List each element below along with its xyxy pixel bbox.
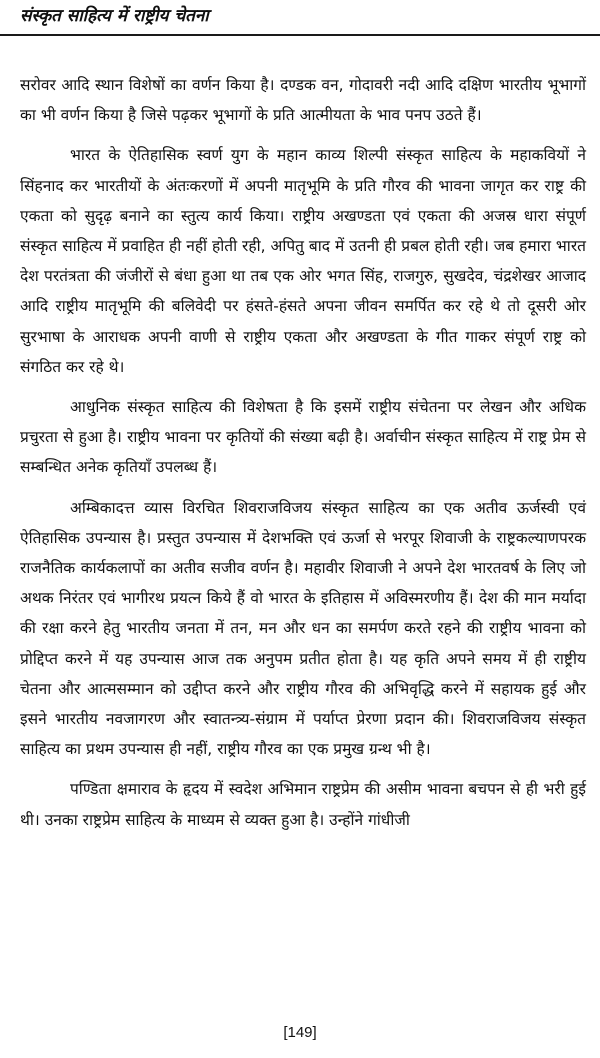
header-rule [0, 34, 600, 36]
paragraph-5: पण्डिता क्षमाराव के हृदय में स्वदेश अभिमान राष्ट्रप्रेम की असीम भावना बचपन से ही भरी हुई थी। उनका राष्ट्रप्रेम साहित्य के माध्यम से व्यक्त हुआ है। उन्होंने गांधीजी [20, 780, 586, 829]
body-text [20, 70, 586, 845]
paragraph-4: अम्बिकादत्त व्यास विरचित शिवराजविजय संस्कृत साहित्य का एक अतीव ऊर्जस्वी एवं ऐतिहासिक उपन्यास है। प्रस्तुत उपन्यास में देशभक्ति एवं ऊर्जा से भरपूर शिवाजी के राष्ट्रकल्याणपरक राजनैतिक कार्यकलापों का अतीव सजीव वर्णन है। महावीर शिवाजी ने अपने देश भारतवर्ष के लिए जो अथक निरंतर एवं भागीरथ प्रयत्न किये हैं वो भारत के इतिहास में अविस्मरणीय हैं। देश की मान मर्यादा की रक्षा करने हेतु भारतीय जनता में तन, मन और धन का समर्पण करते रहने की राष्ट्रीय भावना को प्रोद्दिप्त करने में यह उपन्यास आज तक अनुपम प्रतीत होता है। यह कृति अपने समय में ही राष्ट्रीय चेतना और आत्मसम्मान को उद्दीप्त करने और राष्ट्रीय गौरव की अभिवृद्धि करने में सहायक हुई और इसने भारतीय नवजागरण और स्वातन्त्र्य-संग्राम में पर्याप्त प्रेरणा प्रदान की। शिवराजविजय संस्कृत साहित्य का प्रथम उपन्यास ही नहीं, राष्ट्रीय गौरव का एक प्रमुख ग्रन्थ भी है। [20, 498, 586, 759]
running-title: संस्कृत साहित्य में राष्ट्रीय चेतना [20, 6, 209, 26]
paragraph-1: सरोवर आदि स्थान विशेषों का वर्णन किया है। दण्डक वन, गोदावरी नदी आदि दक्षिण भारतीय भूभागों का भी वर्णन किया है जिसे पढ़कर भूभागों के प्रति आत्मीयता के भाव पनप उठते हैं। [20, 76, 586, 125]
paragraph-3: आधुनिक संस्कृत साहित्य की विशेषता है कि इसमें राष्ट्रीय संचेतना पर लेखन और अधिक प्रचुरता से हुआ है। राष्ट्रीय भावना पर कृतियों की संख्या बढ़ी है। अर्वाचीन संस्कृत साहित्य में राष्ट्र प्रेम से सम्बन्धित अनेक कृतियाँ उपलब्ध हैं। [20, 398, 586, 477]
page-number: [149] [283, 1024, 317, 1041]
paragraph-2: भारत के ऐतिहासिक स्वर्ण युग के महान काव्य शिल्पी संस्कृत साहित्य के महाकवियों ने सिंहनाद कर भारतीयों के अंतःकरणों में अपनी मातृभूमि के प्रति गौरव की भावना जागृत कर राष्ट्र की एकता को सुदृढ़ बनाने का स्तुत्य कार्य किया। राष्ट्रीय अखण्डता एवं एकता की अजस्र धारा संपूर्ण संस्कृत साहित्य में प्रवाहित ही नहीं होती रही, अपितु बाद में उतनी ही प्रबल होती रही। जब हमारा भारत देश परतंत्रता की जंजीरों से बंधा हुआ था तब एक ओर भगत सिंह, राजगुरु, सुखदेव, चंद्रशेखर आजाद आदि राष्ट्रीय मातृभूमि की बलिवेदी पर हंसते-हंसते अपना जीवन समर्पित कर रहे थे तो दूसरी ओर सुरभाषा के आराधक अपनी वाणी से राष्ट्रीय एकता और अखण्डता के गीत गाकर संपूर्ण राष्ट्र को संगठित कर रहे थे। [20, 146, 586, 376]
